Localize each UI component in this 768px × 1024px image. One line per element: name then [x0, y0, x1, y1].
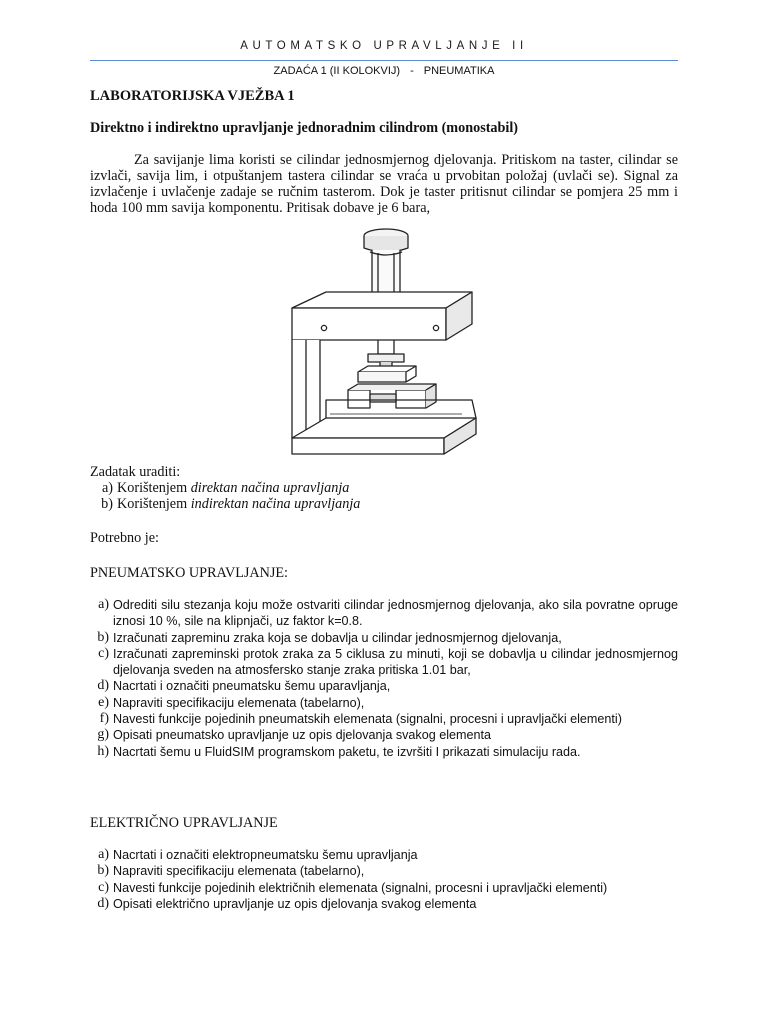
list-item-text: Izračunati zapreminski protok zraka za 5 ciklusa zu minuti, koji se dobavlja u cilindar jednosmjernog djelovanja sveden na atmosfersko stanje zraka pritiska 1.01 bar,	[113, 646, 678, 678]
list-item-text: Odrediti silu stezanja koju može ostvariti cilindar jednosmjernog djelovanja, ako sila povratne opruge iznosi 10 %, sile na klipnjači, uz faktor k=0.8.	[113, 598, 678, 629]
list-item	[90, 678, 678, 694]
list-item	[90, 480, 678, 496]
list-item	[90, 896, 678, 912]
list-marker: c)	[98, 879, 109, 895]
list-marker: e)	[98, 694, 109, 710]
pneumatic-task-list	[90, 597, 678, 760]
electric-task-list	[90, 847, 678, 912]
subheader-separator: -	[410, 65, 414, 77]
list-item	[90, 847, 678, 863]
list-item-text: Napraviti specifikaciju elemenata (tabelarno),	[113, 864, 365, 879]
header-divider	[90, 60, 678, 61]
list-item-text: Navesti funkcije pojedinih pneumatskih elemenata (signalni, procesni i upravljački elementi)	[113, 712, 622, 727]
list-item-text: Navesti funkcije pojedinih električnih elemenata (signalni, procesni i upravljački elementi)	[113, 880, 608, 895]
list-item	[90, 646, 678, 679]
lab-title: LABORATORIJSKA VJEŽBA 1	[90, 88, 295, 104]
list-item-text: Napraviti specifikaciju elemenata (tabelarno),	[113, 695, 365, 710]
list-item-text: Opisati električno upravljanje uz opis djelovanja svakog elementa	[113, 896, 477, 911]
electric-section-title: ELEKTRIČNO UPRAVLJANJE	[90, 815, 278, 831]
list-item-text: Nacrtati šemu u FluidSIM programskom paketu, te izvršiti I prikazati simulaciju rada.	[113, 744, 581, 759]
list-marker: d)	[97, 895, 109, 911]
needed-label: Potrebno je:	[90, 530, 159, 546]
list-marker: f)	[99, 711, 109, 727]
list-item	[90, 630, 678, 646]
task-list	[90, 480, 678, 512]
list-item-text: Izračunati zapreminu zraka koja se dobavlja u cilindar jednosmjernog djelovanja,	[113, 630, 562, 645]
topic-label: PNEUMATIKA	[423, 65, 495, 77]
list-item	[90, 711, 678, 727]
running-header: AUTOMATSKO UPRAVLJANJE II	[240, 40, 528, 52]
list-marker: g)	[97, 727, 109, 743]
assignment-subheader	[0, 65, 768, 77]
list-marker: b)	[97, 629, 109, 645]
list-marker: a)	[98, 597, 109, 612]
section-title: Direktno i indirektno upravljanje jednoradnim cilindrom (monostabil)	[90, 120, 519, 136]
list-item-text: Nacrtati i označiti elektropneumatsku šemu upravljanja	[113, 848, 418, 862]
list-marker: b)	[97, 863, 109, 879]
list-item	[90, 496, 678, 512]
list-item	[90, 744, 678, 760]
list-marker: b)	[101, 496, 113, 512]
intro-paragraph: Za savijanje lima koristi se cilindar jednosmjernog djelovanja. Pritiskom na taster, cilindar se izvlači, savija lim, i otpuštanjem tastera cilindar se vraća u prvobitan položaj (uvlači se). Signal za izvlačenje i uvlačenje zadaje se ručnim tasterom. Dok je taster pritisnut cilindar se pomjera 25 mm i hoda 100 mm savija komponentu. Pritisak dobave je 6 bara,	[90, 152, 678, 216]
list-marker: h)	[97, 743, 109, 759]
task-item-lead: Korištenjem	[117, 480, 191, 496]
list-item-text: Opisati pneumatsko upravljanje uz opis djelovanja svakog elementa	[113, 728, 492, 743]
task-item-emphasis: indirektan načina upravljanja	[190, 496, 361, 512]
list-item	[90, 695, 678, 711]
assignment-label: ZADAĆA 1 (II KOLOKVIJ)	[273, 65, 401, 77]
bending-press-illustration	[286, 222, 486, 456]
list-item-text: Nacrtati i označiti pneumatsku šemu uparavljanja,	[113, 679, 391, 694]
list-item	[90, 597, 678, 630]
list-marker: d)	[97, 678, 109, 694]
task-item-emphasis: direktan načina upravljanja	[190, 480, 350, 496]
task-intro: Zadatak uraditi:	[90, 464, 181, 480]
task-item-lead: Korištenjem	[117, 496, 191, 512]
list-marker: c)	[98, 645, 109, 661]
list-marker: a)	[101, 480, 113, 496]
pneumatic-section-title: PNEUMATSKO UPRAVLJANJE:	[90, 565, 288, 581]
list-item	[90, 863, 678, 879]
list-marker: a)	[98, 847, 109, 862]
list-item	[90, 727, 678, 743]
list-item	[90, 880, 678, 896]
